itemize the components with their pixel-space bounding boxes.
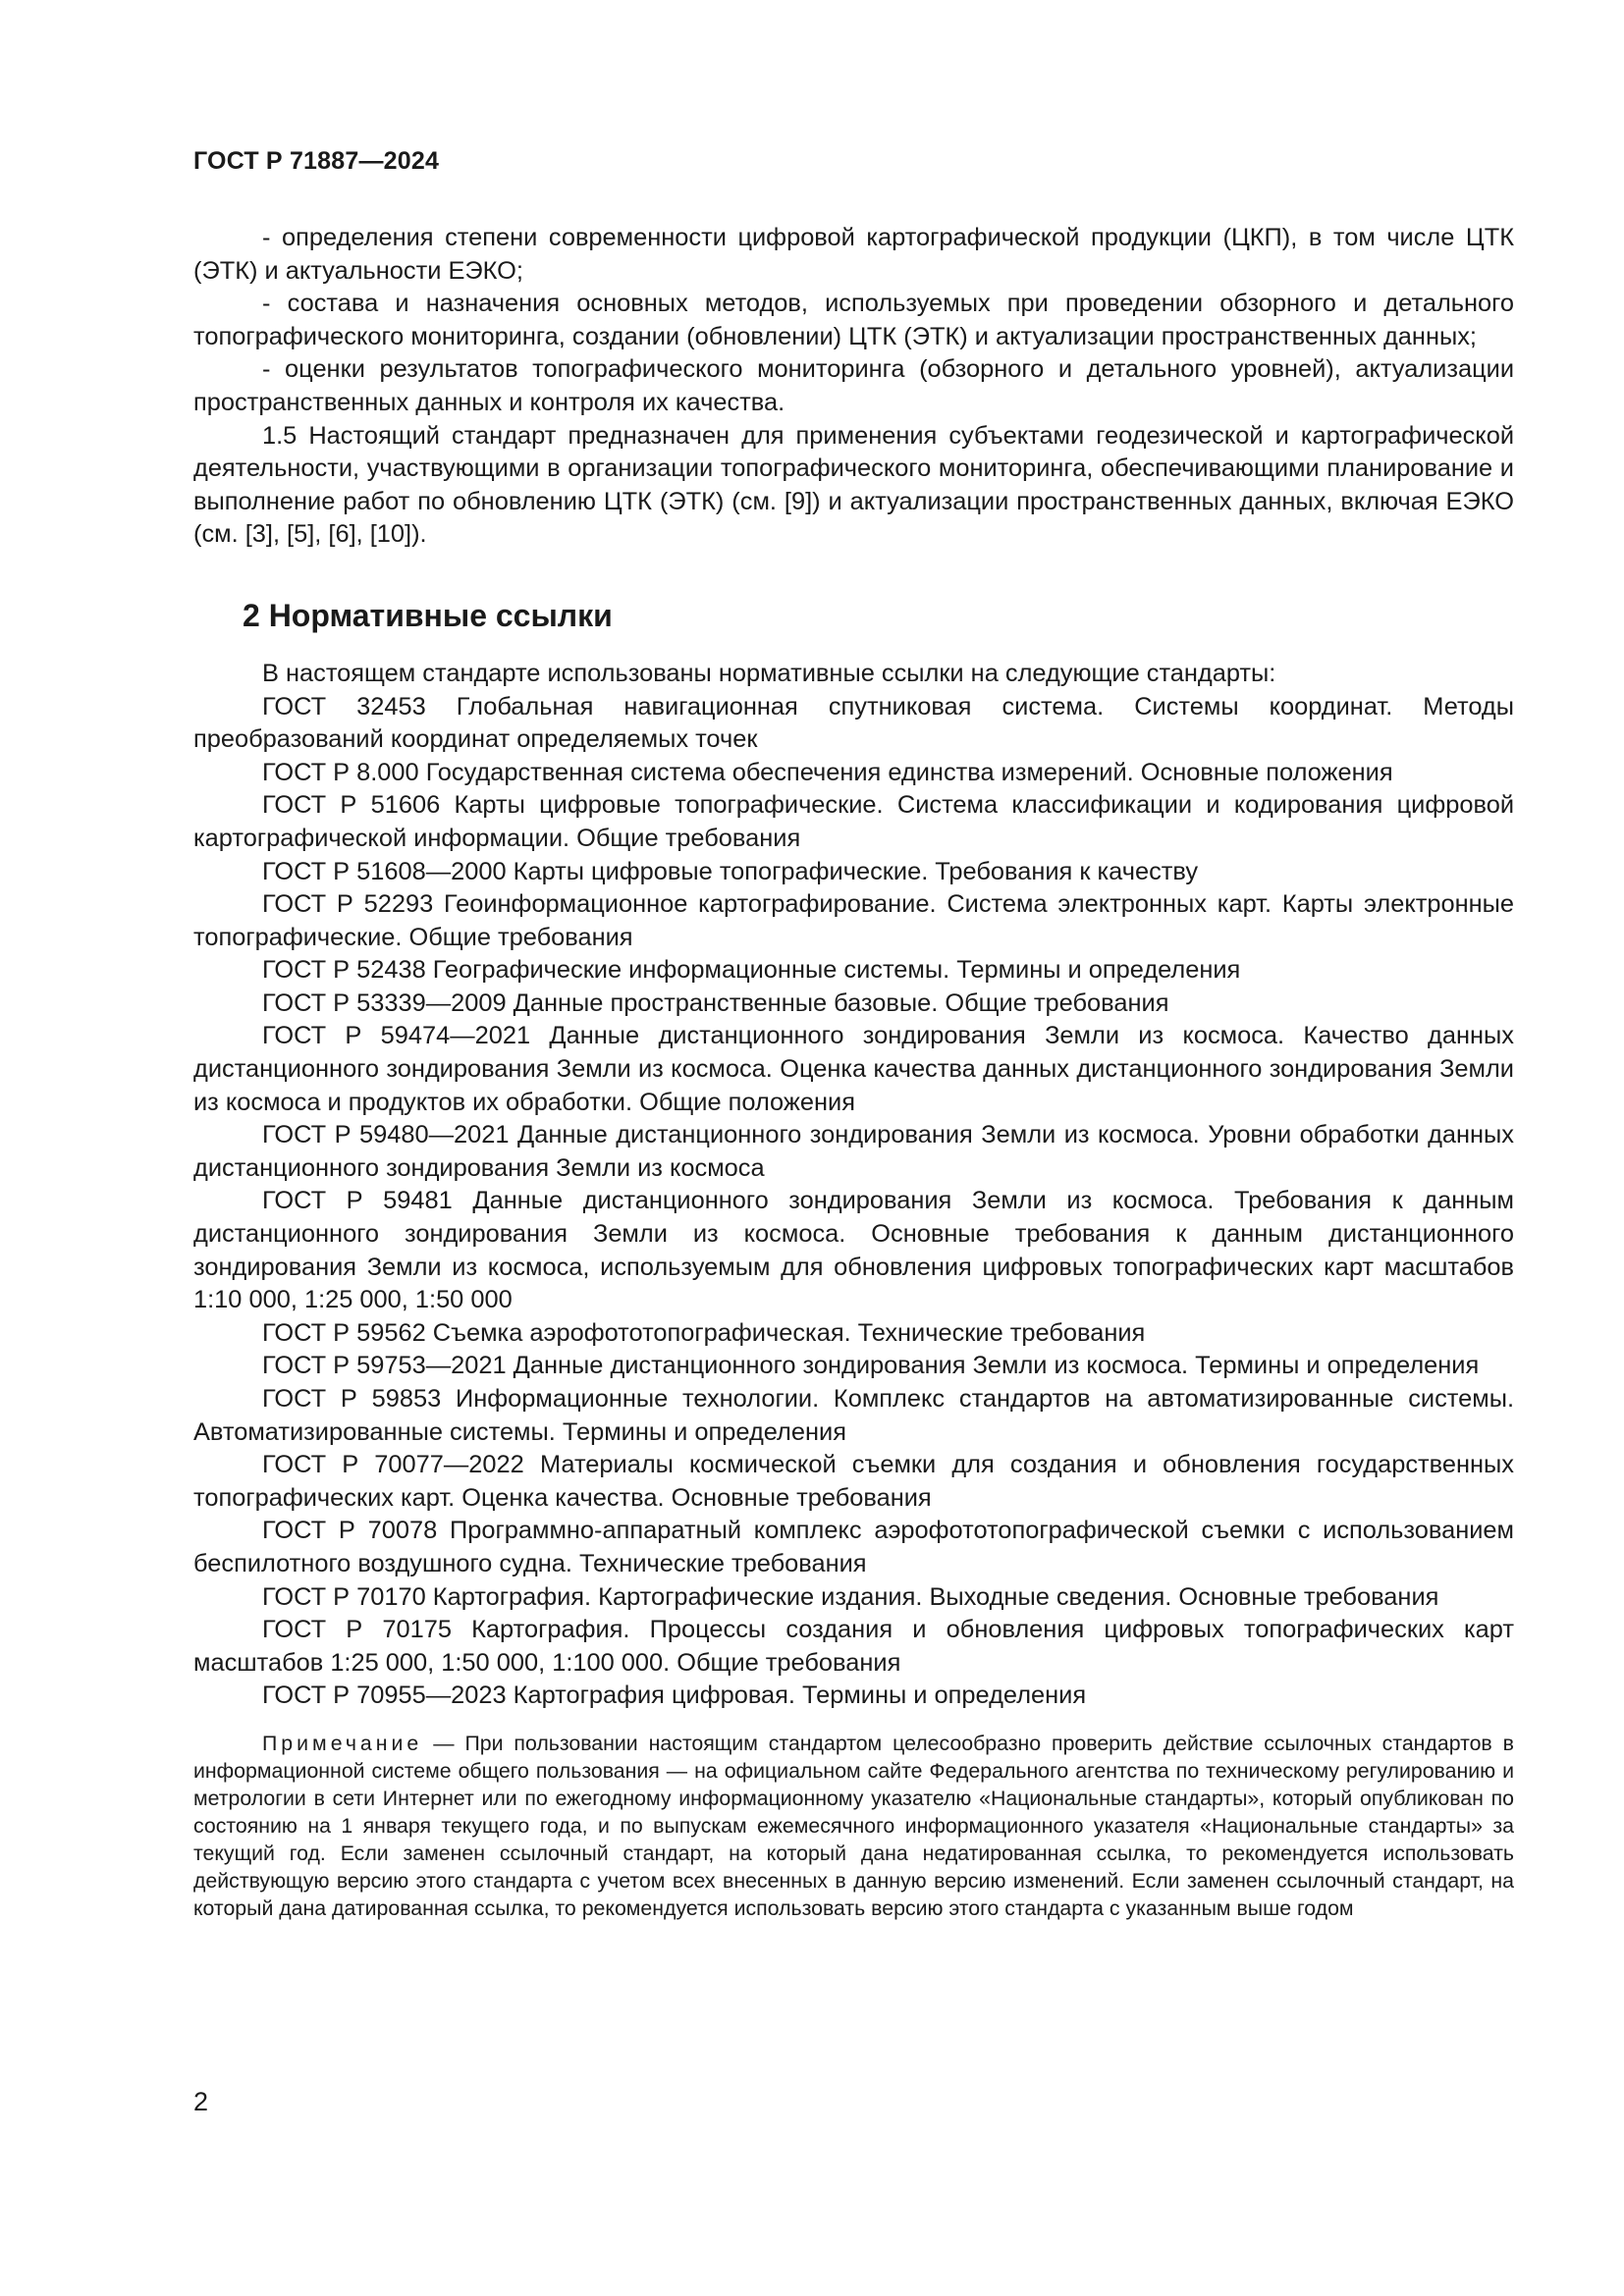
intro-item: - состава и назначения основных методов, используемых при проведении обзорного и детального топографического мониторинга, создании (обновлении) ЦТК (ЭТК) и актуализации пространственных данных; xyxy=(193,290,1514,350)
section-title: 2 Нормативные ссылки xyxy=(243,597,613,633)
reference-item: ГОСТ Р 59480—2021 Данные дистанционного зондирования Земли из космоса. Уровни обработки данных дистанционного зондирования Земли из космоса xyxy=(193,1121,1514,1182)
note-label: Примечание xyxy=(262,1731,423,1755)
reference-item: ГОСТ Р 59853 Информационные технологии. Комплекс стандартов на автоматизированные системы. Автоматизированные системы. Термины и определения xyxy=(193,1385,1514,1446)
reference-item: ГОСТ Р 51608—2000 Карты цифровые топографические. Требования к качеству xyxy=(262,857,1199,885)
document-header: ГОСТ Р 71887—2024 xyxy=(193,147,440,175)
reference-item: ГОСТ 32453 Глобальная навигационная спутниковая система. Системы координат. Методы преобразований координат определяемых точек xyxy=(193,692,1514,754)
reference-item: ГОСТ Р 70175 Картография. Процессы создания и обновления цифровых топографических карт масштабов 1:25 000, 1:50 000, 1:100 000. Общие требования xyxy=(193,1616,1514,1677)
intro-item: - оценки результатов топографического мониторинга (обзорного и детального уровней), актуализации пространственных данных и контроля их качества. xyxy=(193,355,1514,416)
reference-item: ГОСТ Р 52438 Географические информационные системы. Термины и определения xyxy=(262,956,1241,985)
reference-item: ГОСТ Р 52293 Геоинформационное картографирование. Система электронных карт. Карты электронные топографические. Общие требования xyxy=(193,890,1514,951)
page-content xyxy=(193,222,1514,1922)
reference-item: ГОСТ Р 59753—2021 Данные дистанционного зондирования Земли из космоса. Термины и определения xyxy=(262,1352,1480,1380)
note xyxy=(193,1730,1514,1922)
intro-item: - определения степени современности цифровой картографической продукции (ЦКП), в том числе ЦТК (ЭТК) и актуальности ЕЭКО; xyxy=(193,224,1514,285)
reference-item: ГОСТ Р 53339—2009 Данные пространственные базовые. Общие требования xyxy=(262,988,1169,1017)
reference-item: ГОСТ Р 59481 Данные дистанционного зондирования Земли из космоса. Требования к данным дистанционного зондирования Земли из космоса. Основные требования к данным дистанционного зондирования Земли из космоса, используемым для обновления цифровых топографических карт масштабов 1:10 000, 1:25 000, 1:50 000 xyxy=(193,1187,1514,1314)
page-number: 2 xyxy=(193,2087,209,2116)
reference-item: ГОСТ Р 59562 Съемка аэрофототопографическая. Технические требования xyxy=(262,1318,1146,1347)
reference-item: ГОСТ Р 70077—2022 Материалы космической съемки для создания и обновления государственных топографических карт. Оценка качества. Основные требования xyxy=(193,1451,1514,1512)
reference-item: ГОСТ Р 70955—2023 Картография цифровая. Термины и определения xyxy=(262,1682,1087,1710)
section-intro: В настоящем стандарте использованы нормативные ссылки на следующие стандарты: xyxy=(262,659,1276,687)
reference-item: ГОСТ Р 51606 Карты цифровые топографические. Система классификации и кодирования цифровой картографической информации. Общие требования xyxy=(193,791,1514,852)
clause-1-5: 1.5 Настоящий стандарт предназначен для применения субъектами геодезической и картографической деятельности, участвующими в организации топографического мониторинга, обеспечивающими планирование и выполнение работ по обновлению ЦТК (ЭТК) (см. [9]) и актуализации пространственных данных, включая ЕЭКО (см. [3], [5], [6], [10]). xyxy=(193,421,1514,549)
reference-item: ГОСТ Р 8.000 Государственная система обеспечения единства измерений. Основные положения xyxy=(262,758,1393,786)
reference-item: ГОСТ Р 59474—2021 Данные дистанционного зондирования Земли из космоса. Качество данных дистанционного зондирования Земли из космоса. Оценка качества данных дистанционного зондирования Земли из космоса и продуктов их обработки. Общие положения xyxy=(193,1022,1514,1116)
reference-item: ГОСТ Р 70170 Картография. Картографические издания. Выходные сведения. Основные требования xyxy=(262,1582,1439,1611)
note-text: — При пользовании настоящим стандартом целесообразно проверить действие ссылочных стандартов в информационной системе общего пользования — на официальном сайте Федерального агентства по техническому регулированию и метрологии в сети Интернет или по ежегодному информационному указателю «Национальные стандарты», который опубликован по состоянию на 1 января текущего года, и по выпускам ежемесячного информационного указателя «Национальные стандарты» за текущий год. Если заменен ссылочный стандарт, на который дана недатированная ссылка, то рекомендуется использовать действующую версию этого стандарта с учетом всех внесенных в данную версию изменений. Если заменен ссылочный стандарт, на который дана датированная ссылка, то рекомендуется использовать версию этого стандарта с указанным выше годом xyxy=(193,1731,1514,1920)
reference-item: ГОСТ Р 70078 Программно-аппаратный комплекс аэрофототопографической съемки с использованием беспилотного воздушного судна. Технические требования xyxy=(193,1517,1514,1577)
